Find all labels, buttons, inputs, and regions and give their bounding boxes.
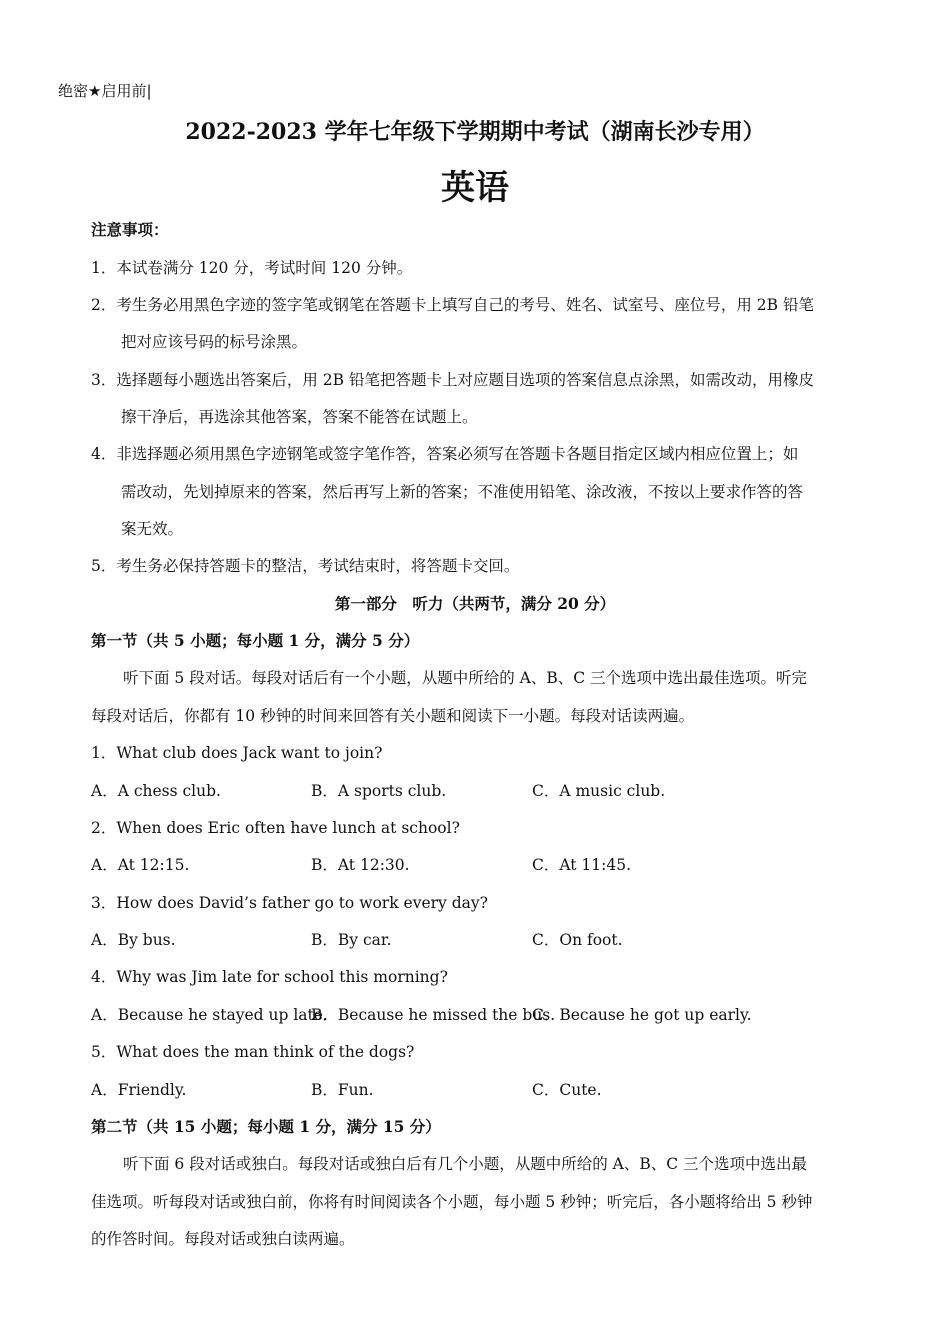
- exam-title: 2022-2023 学年七年级下学期期中考试（湖南长沙专用）: [185, 119, 765, 145]
- option-b: B．By car.: [311, 931, 392, 949]
- note-line: 3．选择题每小题选出答案后，用 2B 铅笔把答题卡上对应题目选项的答案信息点涂黑，如需改动，用橡皮: [91, 371, 814, 389]
- section-heading: 第一节（共 5 小题；每小题 1 分，满分 5 分）: [91, 631, 420, 650]
- subject-title: 英语: [441, 168, 509, 208]
- option-a: A．A chess club.: [91, 782, 221, 800]
- question-2: 2．When does Eric often have lunch at school?: [91, 819, 460, 837]
- note-line: 1．本试卷满分 120 分，考试时间 120 分钟。: [91, 259, 413, 277]
- option-c: C．A music club.: [532, 782, 666, 800]
- instruction-line: 每段对话后，你都有 10 秒钟的时间来回答有关小题和阅读下一小题。每段对话读两遍。: [91, 707, 695, 725]
- option-c: C．Because he got up early.: [532, 1006, 752, 1024]
- option-b: B．Fun.: [311, 1081, 374, 1099]
- option-c: C．On foot.: [532, 931, 623, 949]
- option-c: C．At 11:45.: [532, 856, 632, 874]
- question-4: 4．Why was Jim late for school this morning?: [91, 968, 448, 986]
- section-heading: 第二节（共 15 小题；每小题 1 分，满分 15 分）: [91, 1117, 441, 1136]
- option-b: B．At 12:30.: [311, 856, 410, 874]
- note-line: 4．非选择题必须用黑色字迹钢笔或签字笔作答，答案必须写在答题卡各题目指定区域内相应位置上；如: [91, 445, 799, 463]
- option-a: A．By bus.: [91, 931, 176, 949]
- instruction-line: 听下面 6 段对话或独白。每段对话或独白后有几个小题，从题中所给的 A、B、C 三个选项中选出最: [123, 1155, 808, 1173]
- option-b: B．Because he missed the bus.: [311, 1006, 556, 1024]
- question-5: 5．What does the man think of the dogs?: [91, 1043, 415, 1061]
- note-line: 5．考生务必保持答题卡的整洁，考试结束时，将答题卡交回。: [91, 557, 520, 575]
- instruction-line: 佳选项。听每段对话或独白前，你将有时间阅读各个小题，每小题 5 秒钟；听完后，各小题将给出 5 秒钟: [91, 1193, 813, 1211]
- confidential-label: 绝密★启用前|: [58, 82, 152, 100]
- note-line: 案无效。: [121, 520, 184, 538]
- note-line: 需改动，先划掉原来的答案，然后再写上新的答案；不准使用铅笔、涂改液，不按以上要求作答的答: [121, 483, 804, 501]
- option-a: A．Because he stayed up late.: [91, 1006, 328, 1024]
- part-heading: 第一部分 听力（共两节，满分 20 分）: [334, 594, 616, 613]
- instruction-line: 的作答时间。每段对话或独白读两遍。: [91, 1230, 355, 1248]
- option-a: A．Friendly.: [91, 1081, 187, 1099]
- option-a: A．At 12:15.: [91, 856, 190, 874]
- notes-heading: 注意事项：: [91, 220, 169, 239]
- note-line: 擦干净后，再选涂其他答案，答案不能答在试题上。: [121, 408, 478, 426]
- option-b: B．A sports club.: [311, 782, 447, 800]
- note-line: 把对应该号码的标号涂黑。: [121, 333, 308, 351]
- note-line: 2．考生务必用黑色字迹的签字笔或钢笔在答题卡上填写自己的考号、姓名、试室号、座位号，用 2B 铅笔: [91, 296, 814, 314]
- option-c: C．Cute.: [532, 1081, 602, 1099]
- question-3: 3．How does David’s father go to work every day?: [91, 894, 488, 912]
- question-1: 1．What club does Jack want to join?: [91, 744, 383, 762]
- instruction-line: 听下面 5 段对话。每段对话后有一个小题，从题中所给的 A、B、C 三个选项中选出最佳选项。听完: [123, 669, 808, 687]
